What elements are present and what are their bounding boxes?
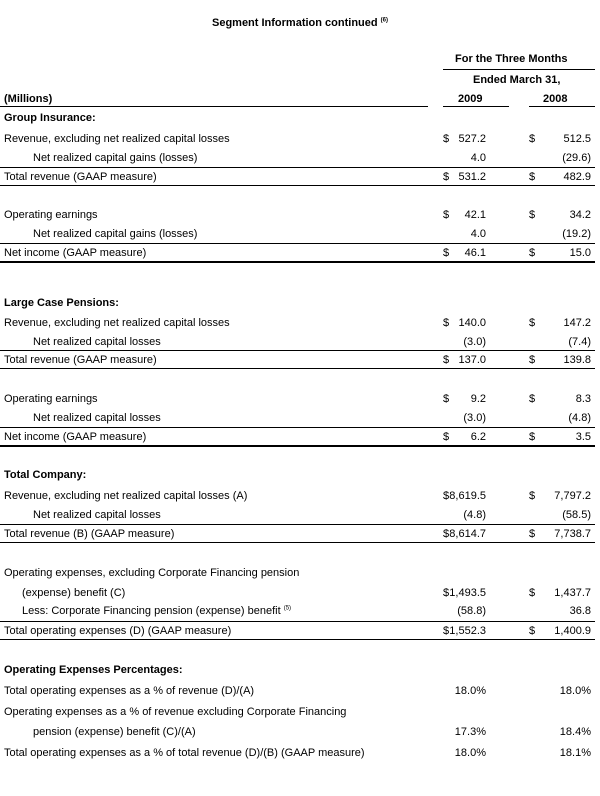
row-label-text: Operating earnings [4,393,98,405]
currency-2008: $ [529,431,536,443]
value-2008: (4.8) [568,412,591,424]
col-2009-header: 2009 [458,93,483,105]
row-label-text: Operating expenses as a % of revenue excluding Corporate Financing [4,706,347,718]
row-label-text: Net income (GAAP measure) [4,247,147,259]
currency-2008: $ [529,209,536,221]
value-2009: 6.2 [470,431,486,443]
row-label [33,412,161,424]
value-2008: (7.4) [568,336,591,348]
header-rule-period [443,69,595,70]
total-rule [0,243,595,244]
value-2009: 8,619.5 [449,490,486,502]
row-label [4,209,98,221]
row-label-text: Operating earnings [4,209,98,221]
row-label [4,393,98,405]
value-2009: 17.3% [454,726,486,738]
header-rule-col2 [529,106,595,107]
currency-2008: $ [529,247,536,259]
value-2008: (29.6) [562,152,591,164]
currency-2009: $ [443,393,450,405]
value-2009: 9.2 [470,393,486,405]
value-2008: 7,738.7 [554,528,591,540]
value-2009: 46.1 [464,247,486,259]
section-heading [4,297,119,309]
row-label [4,171,157,183]
row-label-text: pension (expense) benefit (C)/(A) [33,726,196,738]
row-label-text: Total Company: [4,469,87,481]
row-label [4,528,174,540]
value-2009: 4.0 [470,152,486,164]
value-2008: 18.4% [559,726,591,738]
row-label [4,431,146,443]
value-2008: 512.5 [563,133,591,145]
header-rule-col1 [443,106,509,107]
currency-2009: $ [443,171,450,183]
currency-2009: $ [443,625,450,637]
table-row-tc-less [0,605,600,621]
row-label [33,336,161,348]
total-rule [0,621,595,622]
row-label [4,706,346,718]
currency-2009: $ [443,431,450,443]
value-2008: 8.3 [575,393,591,405]
value-2009: 1,552.3 [449,625,486,637]
table-row-oep-2a [0,706,600,722]
table-row-lcp-head [0,297,600,313]
col-2008-header: 2008 [543,93,568,105]
row-label-text: Operating Expenses Percentages: [4,664,183,676]
currency-2009: $ [443,587,450,599]
total-rule [0,427,595,428]
value-2008: (58.5) [562,509,591,521]
value-2009: 140.0 [458,317,486,329]
row-label-text: Less: Corporate Financing pension (expense) benefit [22,605,281,617]
value-2009: 531.2 [458,171,486,183]
row-label [4,490,247,502]
table-row-gi-nrcg2 [0,228,600,244]
currency-2008: $ [529,625,536,637]
row-label-text: Total revenue (GAAP measure) [4,171,157,183]
table-row-gi-nrcg [0,152,600,168]
value-2008: 36.8 [569,605,591,617]
row-label-text: Net realized capital losses [33,412,161,424]
section-heading [4,112,96,124]
total-rule [0,639,595,640]
table-row-tc-nrcl [0,509,600,525]
row-label-text: Net realized capital losses [33,509,161,521]
title-footnote: (6) [380,17,389,24]
value-2008: 7,797.2 [554,490,591,502]
value-2009: 4.0 [470,228,486,240]
total-rule [0,185,595,186]
value-2008: (19.2) [562,228,591,240]
value-2008: 1,400.9 [554,625,591,637]
currency-2009: $ [443,209,450,221]
row-label [22,587,125,599]
section-heading [4,664,183,676]
row-label [4,567,299,579]
header-rule-units [0,106,428,107]
total-rule [0,261,595,263]
row-label-text: Total revenue (B) (GAAP measure) [4,528,175,540]
value-2008: 3.5 [575,431,591,443]
row-label [4,247,146,259]
row-label-text: Large Case Pensions: [4,297,119,309]
total-rule [0,350,595,351]
table-row-tc-opex2 [0,587,600,603]
row-label [4,625,231,637]
currency-2009: $ [443,354,450,366]
currency-2008: $ [529,587,536,599]
table-row-gi-oe [0,209,600,225]
period-line-1: For the Three Months [455,53,568,65]
currency-2008: $ [529,528,536,540]
total-rule [0,445,595,447]
value-2008: 482.9 [563,171,591,183]
table-row-gi-head [0,112,600,128]
currency-2009: $ [443,247,450,259]
value-2009: 527.2 [458,133,486,145]
value-2009: (3.0) [463,412,486,424]
table-row-lcp-rev [0,317,600,333]
row-label-text: Net realized capital gains (losses) [33,152,198,164]
row-label-text: Revenue, excluding net realized capital losses [4,133,230,145]
currency-2008: $ [529,490,536,502]
value-2008: 139.8 [563,354,591,366]
value-2009: 42.1 [464,209,486,221]
value-2008: 147.2 [563,317,591,329]
currency-2008: $ [529,354,536,366]
table-row-gi-rev [0,133,600,149]
currency-2009: $ [443,490,450,502]
row-label [33,228,197,240]
value-2009: (4.8) [463,509,486,521]
table-row-tc-opex1 [0,567,600,583]
period-line-2: Ended March 31, [473,74,561,86]
value-2008: 18.0% [559,685,591,697]
row-label [4,685,254,697]
row-label-text: (expense) benefit (C) [22,587,126,599]
row-label-text: Total operating expenses as a % of revenue (D)/(A) [4,685,255,697]
row-label-text: Total operating expenses as a % of total revenue (D)/(B) (GAAP measure) [4,747,365,759]
value-2008: 15.0 [569,247,591,259]
currency-2009: $ [443,133,450,145]
table-row-oep-2b [0,726,600,742]
row-label-text: Total revenue (GAAP measure) [4,354,157,366]
row-label-text: Revenue, excluding net realized capital losses [4,317,230,329]
value-2009: 137.0 [458,354,486,366]
row-label-text: Group Insurance: [4,112,96,124]
table-row-tc-rev [0,490,600,506]
value-2009: 18.0% [454,685,486,697]
footnote-marker: (5) [283,605,292,612]
currency-2008: $ [529,171,536,183]
total-rule [0,524,595,525]
total-rule [0,542,595,543]
row-label [4,747,365,759]
total-rule [0,167,595,168]
currency-2009: $ [443,528,450,540]
table-row-oep-head [0,664,600,680]
row-label-text: Operating expenses, excluding Corporate Financing pension [4,567,300,579]
value-2009: (3.0) [463,336,486,348]
currency-2009: $ [443,317,450,329]
row-label-text: Net realized capital losses [33,336,161,348]
title-text: Segment Information continued [211,17,378,29]
table-row-lcp-nrcl2 [0,412,600,428]
row-label [33,726,196,738]
table-row-oep-1 [0,685,600,701]
currency-2008: $ [529,393,536,405]
section-heading [4,469,86,481]
value-2008: 34.2 [569,209,591,221]
row-label [33,509,161,521]
row-label-text: Total operating expenses (D) (GAAP measure) [4,625,232,637]
units-label: (Millions) [4,93,53,105]
row-label [4,133,230,145]
row-label [4,354,157,366]
table-row-tc-head [0,469,600,485]
row-label [4,317,230,329]
value-2009: 18.0% [454,747,486,759]
page-title [0,17,600,29]
value-2009: 1,493.5 [449,587,486,599]
value-2008: 1,437.7 [554,587,591,599]
value-2008: 18.1% [559,747,591,759]
row-label-text: Revenue, excluding net realized capital losses (A) [4,490,248,502]
currency-2008: $ [529,133,536,145]
table-row-oep-3 [0,747,600,763]
value-2009: 8,614.7 [449,528,486,540]
currency-2008: $ [529,317,536,329]
row-label-text: Net income (GAAP measure) [4,431,147,443]
value-2009: (58.8) [457,605,486,617]
row-label-text: Net realized capital gains (losses) [33,228,198,240]
table-row-lcp-oe [0,393,600,409]
row-label [22,605,291,617]
total-rule [0,368,595,369]
row-label [33,152,197,164]
